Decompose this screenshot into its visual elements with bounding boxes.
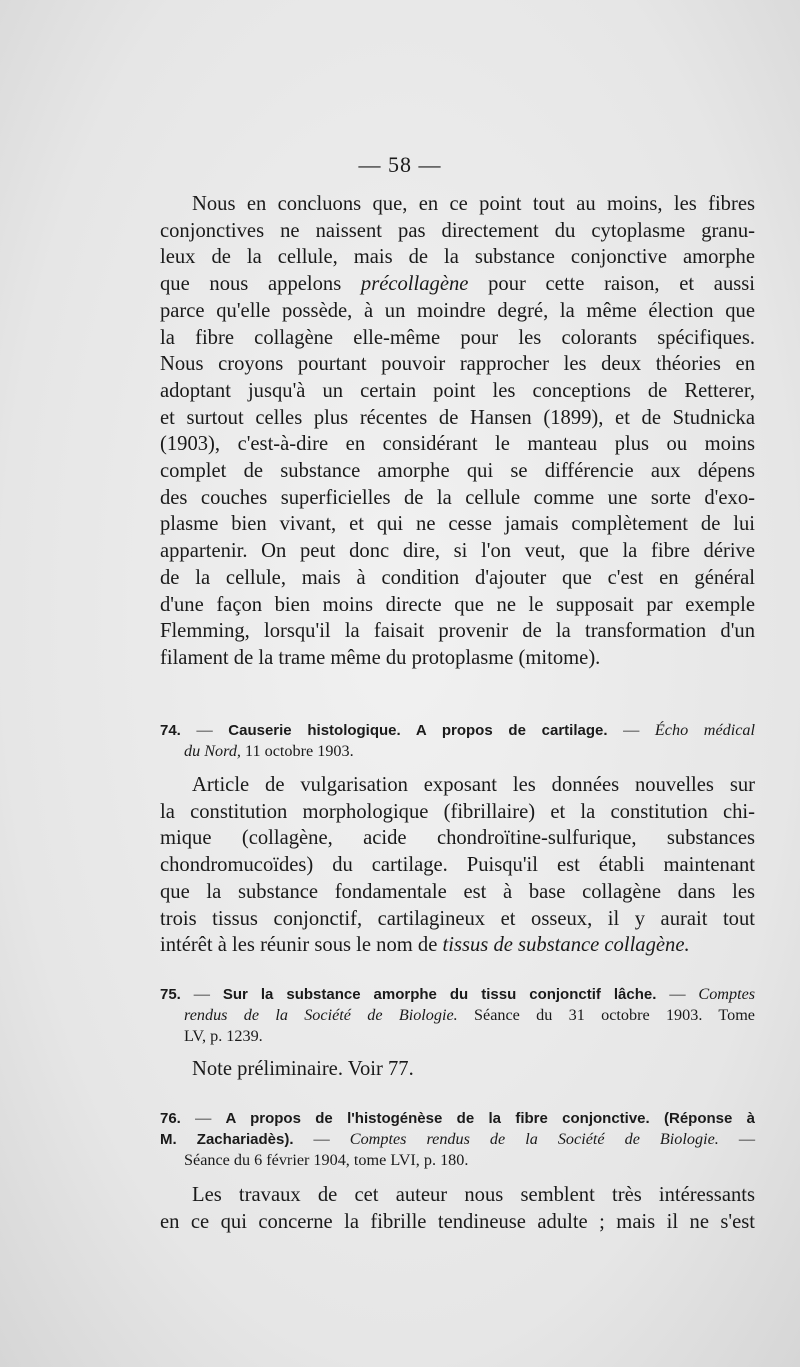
text-line: Nous en concluons que, en ce point tout au moins, les fibres: [192, 193, 755, 215]
reference-74: [160, 720, 755, 762]
text-line: et surtout celles plus récentes de Hansen (1899), et de Studnicka: [160, 406, 755, 429]
text-line: filament de la trame même du protoplasme (mitome).: [160, 646, 601, 669]
text-line: d'une façon bien moins directe que ne le supposait par exemple: [160, 593, 755, 616]
text-line: Les travaux de cet auteur nous semblent très intéressants: [192, 1184, 755, 1206]
text-line: Flemming, lorsqu'il la faisait provenir de la transformation d'un: [160, 620, 755, 643]
text-line: intérêt à les réunir sous le nom de tissus de substance collagène.: [160, 934, 690, 957]
reference-75: [160, 984, 755, 1047]
page-number: — 58 —: [358, 152, 442, 177]
reference-source: Comptes rendus de la Société de Biologie.: [349, 1130, 719, 1148]
text-line: mique (collagène, acide chondroïtine-sulfurique, substances: [160, 827, 755, 850]
text-line: la constitution morphologique (fibrillaire) et la constitution chi-: [160, 800, 755, 823]
note-preliminary: [160, 1056, 755, 1083]
text-line: conjonctives ne naissent pas directement du cytoplasme granu-: [160, 219, 755, 242]
reference-line: LV, p. 1239.: [184, 1027, 263, 1045]
reference-title: Causerie histologique. A propos de cartilage.: [228, 722, 608, 739]
text-line: des couches superficielles de la cellule comme une sorte d'exo-: [160, 486, 755, 509]
reference-title: A propos de l'histogénèse de la fibre conjonctive. (Réponse à: [225, 1110, 756, 1127]
text-line: Nous croyons pourtant pouvoir rapprocher les deux théories en: [160, 353, 755, 376]
reference-line: Séance du 6 février 1904, tome LVI, p. 180.: [184, 1151, 469, 1169]
reference-source: Écho médical: [654, 721, 756, 739]
text-line: Note préliminaire. Voir 77.: [192, 1058, 414, 1080]
reference-source: Comptes: [698, 985, 756, 1003]
reference-number: 76.: [160, 1110, 181, 1127]
text-line: (1903), c'est-à-dire en considérant le manteau plus ou moins: [160, 433, 755, 456]
reference-number: 75.: [160, 986, 181, 1003]
paragraph-conclusion: [160, 191, 755, 672]
text-line: la fibre collagène elle-même pour les colorants spécifiques.: [160, 326, 755, 349]
italic-term: précollagène: [360, 273, 469, 296]
reference-line: du Nord, 11 octobre 1903.: [184, 742, 354, 760]
text-line: que nous appelons précollagène pour cette raison, et aussi: [160, 273, 755, 296]
text-line: parce qu'elle possède, à un moindre degré, la même élection que: [160, 299, 755, 322]
text-line: chondromucoïdes) du cartilage. Puisqu'il est établi maintenant: [160, 854, 755, 877]
text-line: appartenir. On peut donc dire, si l'on veut, que la fibre dérive: [160, 540, 755, 563]
reference-line: 76. — A propos de l'histogénèse de la fibre conjonctive. (Réponse à: [160, 1109, 756, 1127]
text-line: que la substance fondamentale est à base collagène dans les: [160, 880, 755, 903]
text-line: en ce qui concerne la fibrille tendineuse adulte ; mais il ne s'est: [160, 1210, 755, 1233]
reference-line: 74. — Causerie histologique. A propos de cartilage. — Écho médical: [160, 721, 756, 739]
text-line: complet de substance amorphe qui se différencie aux dépens: [160, 460, 755, 483]
paragraph-travaux: [160, 1182, 755, 1235]
reference-number: 74.: [160, 722, 181, 739]
reference-76: [160, 1108, 755, 1171]
text-line: Article de vulgarisation exposant les données nouvelles sur: [192, 774, 755, 796]
text-line: de la cellule, mais à condition d'ajouter que c'est en général: [160, 566, 755, 589]
text-line: adoptant jusqu'à un certain point les conceptions de Retterer,: [160, 379, 755, 402]
italic-term: tissus de substance collagène.: [442, 934, 690, 957]
reference-line: M. Zachariadès). — Comptes rendus de la Société de Biologie. —: [160, 1130, 756, 1148]
text-line: plasme bien vivant, et qui ne cesse jamais complètement de lui: [160, 513, 755, 536]
text-line: trois tissus conjonctif, cartilagineux et osseux, il y aurait tout: [160, 907, 755, 930]
text-line: leux de la cellule, mais de la substance conjonctive amorphe: [160, 246, 755, 269]
reference-line: rendus de la Société de Biologie. Séance du 31 octobre 1903. Tome: [184, 1006, 755, 1024]
reference-line: 75. — Sur la substance amorphe du tissu conjonctif lâche. — Comptes: [160, 985, 756, 1003]
paragraph-article: [160, 772, 755, 959]
reference-title: Sur la substance amorphe du tissu conjonctif lâche.: [222, 986, 657, 1003]
